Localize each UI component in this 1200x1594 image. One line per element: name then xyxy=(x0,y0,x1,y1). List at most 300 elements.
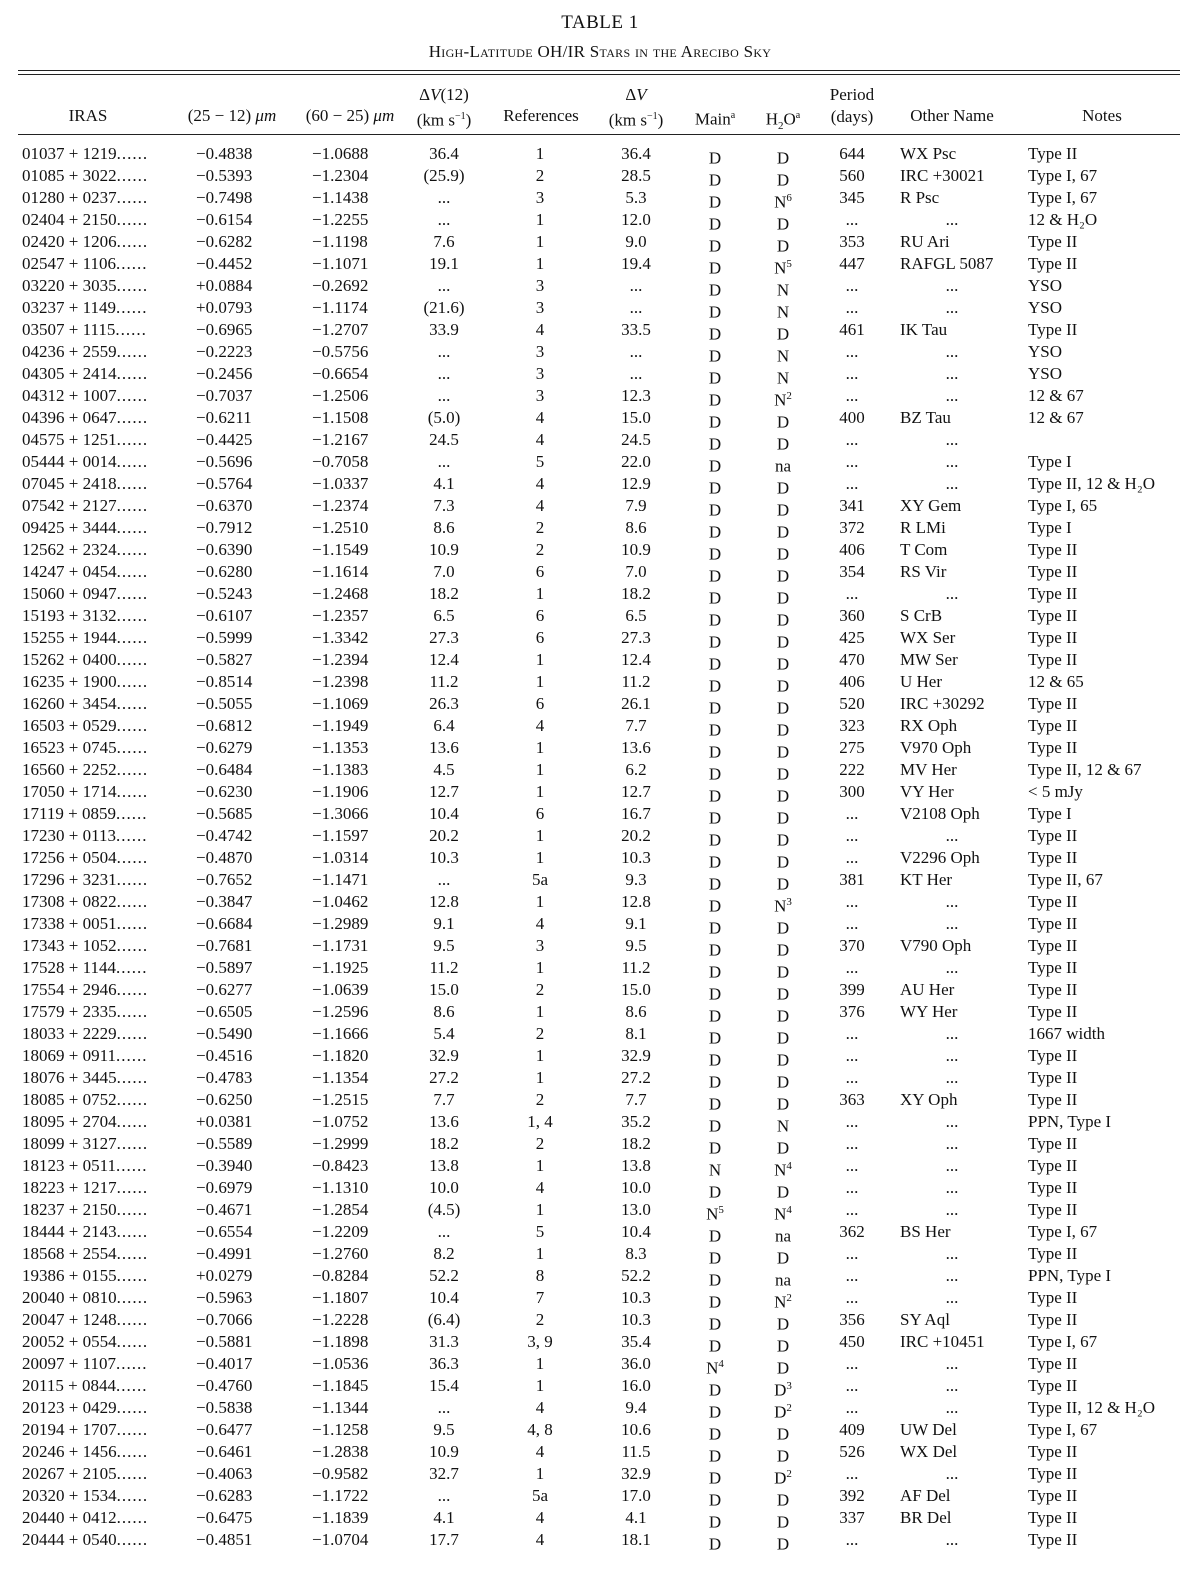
main-value-text: N xyxy=(708,1160,722,1180)
header-iras-text: IRAS xyxy=(68,106,108,125)
color-25-12: −0.4671 xyxy=(196,1200,253,1219)
references-value: 4 xyxy=(535,1508,545,1527)
notes-value: Type II xyxy=(1028,936,1078,955)
h2o-value-text: D xyxy=(776,1336,790,1356)
iras-id xyxy=(22,627,148,649)
dv12-value: 32.7 xyxy=(429,1464,459,1483)
notes-value: Type II xyxy=(1028,1046,1078,1065)
leader-dots: ...... xyxy=(116,188,149,207)
iras-id xyxy=(22,1155,147,1177)
h2o-value-text: D xyxy=(776,1138,790,1158)
header-dv12-delta: Δ xyxy=(419,85,431,104)
color-25-12: −0.4838 xyxy=(196,144,253,163)
table-row xyxy=(0,1221,1200,1246)
notes-value: Type II xyxy=(1028,1310,1078,1329)
notes-value: < 5 mJy xyxy=(1028,782,1083,801)
color-25-12: −0.6250 xyxy=(196,1090,253,1109)
iras-id-text: 20123 + 0429 xyxy=(22,1398,117,1417)
header-dv12-close: ) xyxy=(465,110,472,130)
main-value-text: D xyxy=(708,236,722,256)
main-value xyxy=(696,1529,734,1556)
header-dv-v: V xyxy=(636,85,647,104)
color-25-12: −0.7037 xyxy=(196,386,253,405)
main-value-text: D xyxy=(708,984,722,1004)
dv-value: 18.2 xyxy=(621,584,651,603)
dv-value: 7.7 xyxy=(625,1090,647,1109)
other-name-value: ... xyxy=(945,342,959,361)
dv-value: ... xyxy=(629,342,643,361)
dv12-value: 27.3 xyxy=(429,628,459,647)
main-value-text: D xyxy=(708,478,722,498)
period-value: 363 xyxy=(839,1090,865,1109)
period-value: ... xyxy=(845,474,859,493)
notes-value: Type II xyxy=(1028,1002,1078,1021)
color-25-12: −0.5696 xyxy=(196,452,253,471)
dv12-value: 9.5 xyxy=(433,1420,455,1439)
leader-dots: ...... xyxy=(116,1288,149,1307)
notes-value: Type I, 67 xyxy=(1028,1332,1098,1351)
color-25-12: −0.5393 xyxy=(196,166,253,185)
h2o-value-text: D xyxy=(776,1490,790,1510)
leader-dots: ...... xyxy=(116,1486,149,1505)
other-name-value: ... xyxy=(945,452,959,471)
color-25-12: −0.4425 xyxy=(196,430,253,449)
iras-id xyxy=(22,143,148,165)
color-60-25: −0.7058 xyxy=(312,452,369,471)
table-row xyxy=(0,495,1200,520)
dv12-value: 9.5 xyxy=(433,936,455,955)
color-25-12: −0.6475 xyxy=(196,1508,253,1527)
color-25-12: −0.4783 xyxy=(196,1068,253,1087)
notes-value: Type I, 67 xyxy=(1028,188,1098,207)
period-value: 323 xyxy=(839,716,865,735)
header-color-25-12 xyxy=(176,105,288,127)
table-row xyxy=(0,517,1200,542)
table-row xyxy=(0,407,1200,432)
dv-value: 11.5 xyxy=(621,1442,651,1461)
references-value: 6 xyxy=(535,628,545,647)
color-60-25: −1.2510 xyxy=(312,518,369,537)
h2o-value-text: D xyxy=(776,148,790,168)
header-dv xyxy=(596,84,676,132)
header-dv-units: (km s xyxy=(608,110,647,130)
color-60-25: −1.0462 xyxy=(312,892,369,911)
color-60-25: −1.2394 xyxy=(312,650,369,669)
leader-dots: ...... xyxy=(116,1442,149,1461)
iras-id xyxy=(22,1089,148,1111)
references-value: 1 xyxy=(535,144,545,163)
iras-id-text: 20440 + 0412 xyxy=(22,1508,117,1527)
leader-dots: ...... xyxy=(116,936,149,955)
dv-value: 8.3 xyxy=(625,1244,647,1263)
iras-id-text: 18099 + 3127 xyxy=(22,1134,117,1153)
color-25-12: −0.5764 xyxy=(196,474,253,493)
header-color-60-25-text: (60 − 25) xyxy=(305,106,374,125)
h2o-value-text: D xyxy=(776,1424,790,1444)
references-value: 2 xyxy=(535,540,545,559)
table-row xyxy=(0,715,1200,740)
notes-value: Type II xyxy=(1028,650,1078,669)
dv-value: 10.3 xyxy=(621,848,651,867)
dv-value: ... xyxy=(629,364,643,383)
color-25-12: −0.6279 xyxy=(196,738,253,757)
other-name-value: ... xyxy=(945,1398,959,1417)
notes-value: Type II xyxy=(1028,694,1078,713)
h2o-value-text: D xyxy=(776,500,790,520)
h2o-value-text: D xyxy=(776,632,790,652)
leader-dots: ...... xyxy=(116,980,149,999)
table-row xyxy=(0,1199,1200,1224)
table-row xyxy=(0,319,1200,344)
h2o-value-sup: 4 xyxy=(786,1204,792,1216)
notes-value: Type II xyxy=(1028,628,1078,647)
period-value: ... xyxy=(845,298,859,317)
references-value: 1 xyxy=(535,848,545,867)
color-60-25: −1.1354 xyxy=(312,1068,369,1087)
header-dv12-v: V xyxy=(430,85,441,104)
notes-value: Type II xyxy=(1028,1486,1078,1505)
dv12-value: 7.3 xyxy=(433,496,455,515)
main-value-text: D xyxy=(708,148,722,168)
main-value-text: D xyxy=(708,742,722,762)
other-name-value: UW Del xyxy=(900,1420,957,1439)
color-25-12: −0.5963 xyxy=(196,1288,253,1307)
other-name-value: ... xyxy=(945,1178,959,1197)
dv12-value: 26.3 xyxy=(429,694,459,713)
dv12-value: 11.2 xyxy=(429,672,459,691)
references-value: 1 xyxy=(535,1068,545,1087)
color-25-12: −0.5827 xyxy=(196,650,253,669)
dv12-value: (5.0) xyxy=(427,408,461,427)
other-name-value: XY Oph xyxy=(900,1090,958,1109)
iras-id-text: 18076 + 3445 xyxy=(22,1068,117,1087)
notes-value: YSO xyxy=(1028,342,1063,361)
h2o-value-text: D xyxy=(776,412,790,432)
dv-value: 6.2 xyxy=(625,760,647,779)
leader-dots: ...... xyxy=(116,1508,149,1527)
notes-value: Type II xyxy=(1028,1244,1078,1263)
h2o-value-text: D xyxy=(776,1248,790,1268)
notes-value: Type I, 67 xyxy=(1028,166,1098,185)
header-period xyxy=(818,84,886,128)
color-60-25: −1.3066 xyxy=(312,804,369,823)
leader-dots: ...... xyxy=(116,650,149,669)
iras-id xyxy=(22,1001,148,1023)
color-25-12: −0.5897 xyxy=(196,958,253,977)
h2o-value-text: D xyxy=(776,962,790,982)
leader-dots: ...... xyxy=(115,804,148,823)
iras-id-text: 18033 + 2229 xyxy=(22,1024,117,1043)
iras-id-text: 01037 + 1219 xyxy=(22,144,117,163)
other-name-value: R LMi xyxy=(900,518,946,537)
notes-value: Type II xyxy=(1028,958,1078,977)
header-main xyxy=(686,105,744,131)
other-name-value: KT Her xyxy=(900,870,953,889)
h2o-value-text: D xyxy=(776,434,790,454)
leader-dots: ...... xyxy=(116,1002,149,1021)
color-60-25: −1.2209 xyxy=(312,1222,369,1241)
table-row xyxy=(0,957,1200,982)
iras-id-text: 02404 + 2150 xyxy=(22,210,117,229)
main-value-text: D xyxy=(708,1270,722,1290)
leader-dots: ...... xyxy=(115,1354,148,1373)
iras-id-text: 20047 + 1248 xyxy=(22,1310,117,1329)
notes-value: Type II, 12 & H₂O xyxy=(1028,1398,1156,1417)
references-value: 6 xyxy=(535,804,545,823)
h2o-value-sup: 5 xyxy=(786,258,792,270)
leader-dots: ...... xyxy=(116,1530,149,1549)
table-row xyxy=(0,649,1200,674)
references-value: 1 xyxy=(535,254,545,273)
other-name-value: ... xyxy=(945,1200,959,1219)
main-value-text: D xyxy=(708,1534,722,1554)
table-row xyxy=(0,1155,1200,1180)
leader-dots: ...... xyxy=(116,518,149,537)
h2o-value-text: D xyxy=(776,698,790,718)
leader-dots: ...... xyxy=(116,694,149,713)
color-60-25: −0.8284 xyxy=(312,1266,369,1285)
iras-id xyxy=(22,759,148,781)
notes-value: 12 & H₂O xyxy=(1028,210,1098,229)
other-name-value: RS Vir xyxy=(900,562,947,581)
color-60-25: −1.1839 xyxy=(312,1508,369,1527)
h2o-value-text: D xyxy=(776,544,790,564)
dv-value: 11.2 xyxy=(621,672,651,691)
table-row xyxy=(0,803,1200,828)
references-value: 2 xyxy=(535,166,545,185)
color-60-25: −1.1069 xyxy=(312,694,369,713)
iras-id xyxy=(22,165,148,187)
other-name-value: ... xyxy=(945,1156,959,1175)
h2o-value-text: N xyxy=(774,192,787,212)
notes-value: Type I xyxy=(1028,804,1072,823)
iras-id xyxy=(22,1397,148,1419)
color-60-25: −1.1071 xyxy=(312,254,369,273)
h2o-value-text: D xyxy=(776,940,790,960)
notes-value: Type II xyxy=(1028,1068,1078,1087)
h2o-value-text: N xyxy=(774,390,787,410)
iras-id-text: 12562 + 2324 xyxy=(22,540,117,559)
references-value: 4 xyxy=(535,320,545,339)
notes-value: Type II xyxy=(1028,914,1078,933)
iras-id-text: 18095 + 2704 xyxy=(22,1112,117,1131)
dv12-value: 19.1 xyxy=(429,254,459,273)
dv12-value: 20.2 xyxy=(429,826,459,845)
color-60-25: −1.2506 xyxy=(312,386,369,405)
iras-id xyxy=(22,979,148,1001)
notes-value: Type II xyxy=(1028,1090,1078,1109)
color-25-12: −0.8514 xyxy=(196,672,253,691)
period-value: ... xyxy=(845,1464,859,1483)
h2o-value-sup: 3 xyxy=(786,1380,792,1392)
notes-value: YSO xyxy=(1028,364,1063,383)
iras-id xyxy=(22,1243,148,1265)
color-60-25: −0.9582 xyxy=(312,1464,369,1483)
color-25-12: −0.6484 xyxy=(196,760,253,779)
leader-dots: ...... xyxy=(115,254,148,273)
iras-id-text: 16260 + 3454 xyxy=(22,694,117,713)
h2o-value-text: D xyxy=(776,1512,790,1532)
iras-id-text: 17579 + 2335 xyxy=(22,1002,117,1021)
main-value-text: D xyxy=(708,302,722,322)
references-value: 1 xyxy=(535,672,545,691)
leader-dots: ...... xyxy=(116,1112,149,1131)
header-color-25-12-unit: μm xyxy=(255,106,277,125)
color-60-25: −1.2999 xyxy=(312,1134,369,1153)
period-value: ... xyxy=(845,848,859,867)
iras-id xyxy=(22,869,148,891)
iras-id xyxy=(22,231,148,253)
period-value: 275 xyxy=(839,738,865,757)
leader-dots: ...... xyxy=(116,1068,149,1087)
dv12-value: 33.9 xyxy=(429,320,459,339)
leader-dots: ...... xyxy=(116,848,149,867)
dv-value: 36.4 xyxy=(621,144,651,163)
iras-id xyxy=(22,451,148,473)
iras-id xyxy=(22,847,148,869)
header-h2o-o: O xyxy=(783,109,796,129)
iras-id xyxy=(22,1353,147,1375)
iras-id-text: 17296 + 3231 xyxy=(22,870,117,889)
main-value-text: D xyxy=(708,764,722,784)
references-value: 3 xyxy=(535,342,545,361)
h2o-value-text: D xyxy=(776,324,790,344)
color-60-25: −1.2515 xyxy=(312,1090,369,1109)
color-25-12: −0.6277 xyxy=(196,980,253,999)
color-60-25: −1.1898 xyxy=(312,1332,369,1351)
notes-value: PPN, Type I xyxy=(1028,1266,1112,1285)
other-name-value: RAFGL 5087 xyxy=(900,254,994,273)
color-60-25: −1.1722 xyxy=(312,1486,369,1505)
other-name-value: T Com xyxy=(900,540,948,559)
table-row xyxy=(0,1485,1200,1510)
color-25-12: −0.6979 xyxy=(196,1178,253,1197)
dv12-value: 7.0 xyxy=(433,562,455,581)
dv12-value: ... xyxy=(437,210,451,229)
dv12-value: 13.8 xyxy=(429,1156,459,1175)
dv12-value: 10.4 xyxy=(429,804,459,823)
h2o-value-text: D xyxy=(776,170,790,190)
color-60-25: −1.1174 xyxy=(312,298,368,317)
table-row xyxy=(0,847,1200,872)
references-value: 1 xyxy=(535,1200,545,1219)
period-value: ... xyxy=(845,584,859,603)
leader-dots: ...... xyxy=(116,386,149,405)
period-value: 337 xyxy=(839,1508,865,1527)
period-value: 222 xyxy=(839,760,865,779)
dv-value: 27.2 xyxy=(621,1068,651,1087)
iras-id xyxy=(22,605,148,627)
color-60-25: −0.8423 xyxy=(312,1156,369,1175)
header-dv12-units: (km s xyxy=(416,110,455,130)
h2o-value-text: D xyxy=(776,852,790,872)
dv-value: 9.5 xyxy=(625,936,647,955)
period-value: 406 xyxy=(839,540,865,559)
dv-value: 35.2 xyxy=(621,1112,651,1131)
references-value: 4 xyxy=(535,408,545,427)
dv-value: 7.0 xyxy=(625,562,647,581)
iras-id-text: 19386 + 0155 xyxy=(22,1266,117,1285)
iras-id-text: 01085 + 3022 xyxy=(22,166,117,185)
period-value: 362 xyxy=(839,1222,865,1241)
notes-value: Type II xyxy=(1028,892,1078,911)
table-row xyxy=(0,1507,1200,1532)
main-value-text: D xyxy=(708,1512,722,1532)
color-60-25: −1.2989 xyxy=(312,914,369,933)
dv-value: 33.5 xyxy=(621,320,651,339)
h2o-value-text: D xyxy=(776,720,790,740)
dv12-value: 36.3 xyxy=(429,1354,459,1373)
references-value: 5 xyxy=(535,1222,545,1241)
other-name-value: WX Ser xyxy=(900,628,956,647)
dv-value: 10.4 xyxy=(621,1222,651,1241)
color-25-12: −0.5589 xyxy=(196,1134,253,1153)
dv12-value: 4.5 xyxy=(433,760,455,779)
dv-value: 24.5 xyxy=(621,430,651,449)
dv-value: 5.3 xyxy=(625,188,647,207)
notes-value: Type I xyxy=(1028,518,1072,537)
color-25-12: −0.5243 xyxy=(196,584,253,603)
color-60-25: −1.1353 xyxy=(312,738,369,757)
h2o-value-sup: 3 xyxy=(786,896,792,908)
notes-value: Type II xyxy=(1028,716,1078,735)
color-25-12: −0.5055 xyxy=(196,694,253,713)
dv-value: 12.4 xyxy=(621,650,651,669)
notes-value: Type II xyxy=(1028,1134,1078,1153)
iras-id xyxy=(22,781,148,803)
notes-value: Type II xyxy=(1028,1530,1078,1549)
table-row xyxy=(0,187,1200,212)
color-60-25: −1.0752 xyxy=(312,1112,369,1131)
references-value: 1 xyxy=(535,782,545,801)
references-value: 3 xyxy=(535,276,545,295)
header-references-text: References xyxy=(503,106,579,125)
iras-id xyxy=(22,1419,148,1441)
iras-id-text: 17554 + 2946 xyxy=(22,980,117,999)
header-references xyxy=(496,105,586,127)
other-name-value: VY Her xyxy=(900,782,954,801)
dv-value: 9.1 xyxy=(625,914,647,933)
color-60-25: −0.2692 xyxy=(312,276,369,295)
h2o-value-text: D xyxy=(776,830,790,850)
dv12-value: 8.2 xyxy=(433,1244,455,1263)
color-60-25: −1.1344 xyxy=(312,1398,369,1417)
leader-dots: ...... xyxy=(116,210,149,229)
other-name-value: ... xyxy=(945,298,959,317)
color-25-12: −0.4742 xyxy=(196,826,253,845)
other-name-value: ... xyxy=(945,1288,959,1307)
iras-id-text: 20194 + 1707 xyxy=(22,1420,117,1439)
iras-id xyxy=(22,561,148,583)
other-name-value: XY Gem xyxy=(900,496,962,515)
leader-dots: ...... xyxy=(116,276,149,295)
color-60-25: −1.0314 xyxy=(312,848,369,867)
color-60-25: −1.3342 xyxy=(312,628,369,647)
notes-value: Type I, 67 xyxy=(1028,1222,1098,1241)
color-60-25: −1.1310 xyxy=(312,1178,369,1197)
notes-value: Type II xyxy=(1028,562,1078,581)
iras-id xyxy=(22,539,148,561)
color-60-25: −1.1198 xyxy=(312,232,368,251)
main-value-text: D xyxy=(708,324,722,344)
color-25-12: −0.6211 xyxy=(196,408,252,427)
iras-id-text: 18069 + 0911 xyxy=(22,1046,116,1065)
references-value: 4 xyxy=(535,1530,545,1549)
dv-value: 22.0 xyxy=(621,452,651,471)
notes-value: Type II, 12 & 67 xyxy=(1028,760,1142,779)
period-value: ... xyxy=(845,826,859,845)
table-row xyxy=(0,539,1200,564)
